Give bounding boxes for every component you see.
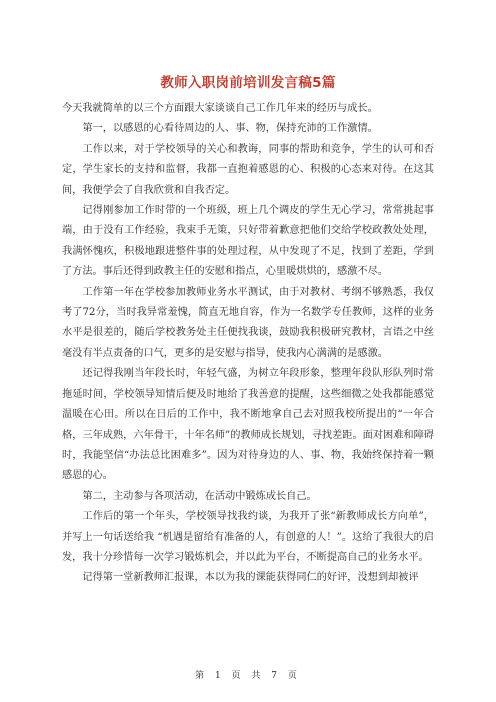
paragraph-point-two: 第二，主动参与各项活动，在活动中锻炼成长自己。 bbox=[82, 490, 317, 502]
paragraph-intro: 今天我就简单的以三个方面跟大家谈谈自己工作几年来的经历与成长。 bbox=[62, 103, 378, 114]
paragraph: 还记得我刚当年段长时，年轻气盛，为树立年段形象，整理年段队形队列时常拖延时间，学校领导知情后便及时地给了我善意的提醒，这些细微之处我都能感觉温暖在心田。所以在日后的工作中，我不断地拿自己去对照我校所提出的“一年合格，三年成熟，六年骨干，十年名师”的教师成长规划，寻找差距。面对困难和障碍时，我能坚信“办法总比困难多”。因为对待身边的人、事、物，我始终保持着一颗感恩的心。 bbox=[62, 368, 434, 482]
document-body bbox=[62, 99, 434, 589]
paragraph: 工作后的第一个年头，学校领导找我约谈，为我开了张“新教师成长方向单”，并写上一句话送给我 “机遇是留给有准备的人，有创意的人！”。这给了我很大的启发，我十分珍惜每一次学习锻炼机会，并以此为平台，不断提高自己的业务水平。 bbox=[62, 511, 434, 563]
paragraph: 记得第一堂新教师汇报课，本以为我的课能获得同仁的好评，没想到却被评 bbox=[82, 572, 419, 584]
paragraph-point-one: 第一，以感恩的心看待周边的人、事、物，保持充沛的工作激情。 bbox=[82, 123, 378, 135]
paragraph: 记得刚参加工作时带的一个班级，班上几个调皮的学生无心学习，常常挑起事端，由于没有工作经验，我束手无策，只好带着歉意把他们交给学校政教处处理，我满怀愧疚，积极地跟进整件事的处理过程，从中发现了不足，找到了差距，学到了方法。事后还得到政教主任的安慰和指点，心里暖烘烘的，感激不尽。 bbox=[62, 205, 434, 278]
page-title: 教师入职岗前培训发言稿5篇 bbox=[160, 75, 336, 91]
paragraph: 工作第一年在学校参加教师业务水平测试，由于对教材、考纲不够熟悉，我仅考了72分，当时我异常羞愧，简直无地自容，作为一名数学专任教师，这样的业务水平是很差的，随后学校教务处主任便找我谈，鼓励我积极研究教材，言语之中丝毫没有半点责备的口气，更多的是安慰与指导，使我内心满满的是感激。 bbox=[62, 286, 434, 359]
paragraph: 工作以来，对于学校领导的关心和教诲，同事的帮助和竞争，学生的认可和否定，学生家长的支持和监督，我都一直抱着感恩的心、积极的心态来对待。在这其间，我便学会了自我欣赏和自我否定。 bbox=[62, 143, 434, 196]
page-number-footer: 第 1 页 共 7 页 bbox=[195, 671, 301, 681]
